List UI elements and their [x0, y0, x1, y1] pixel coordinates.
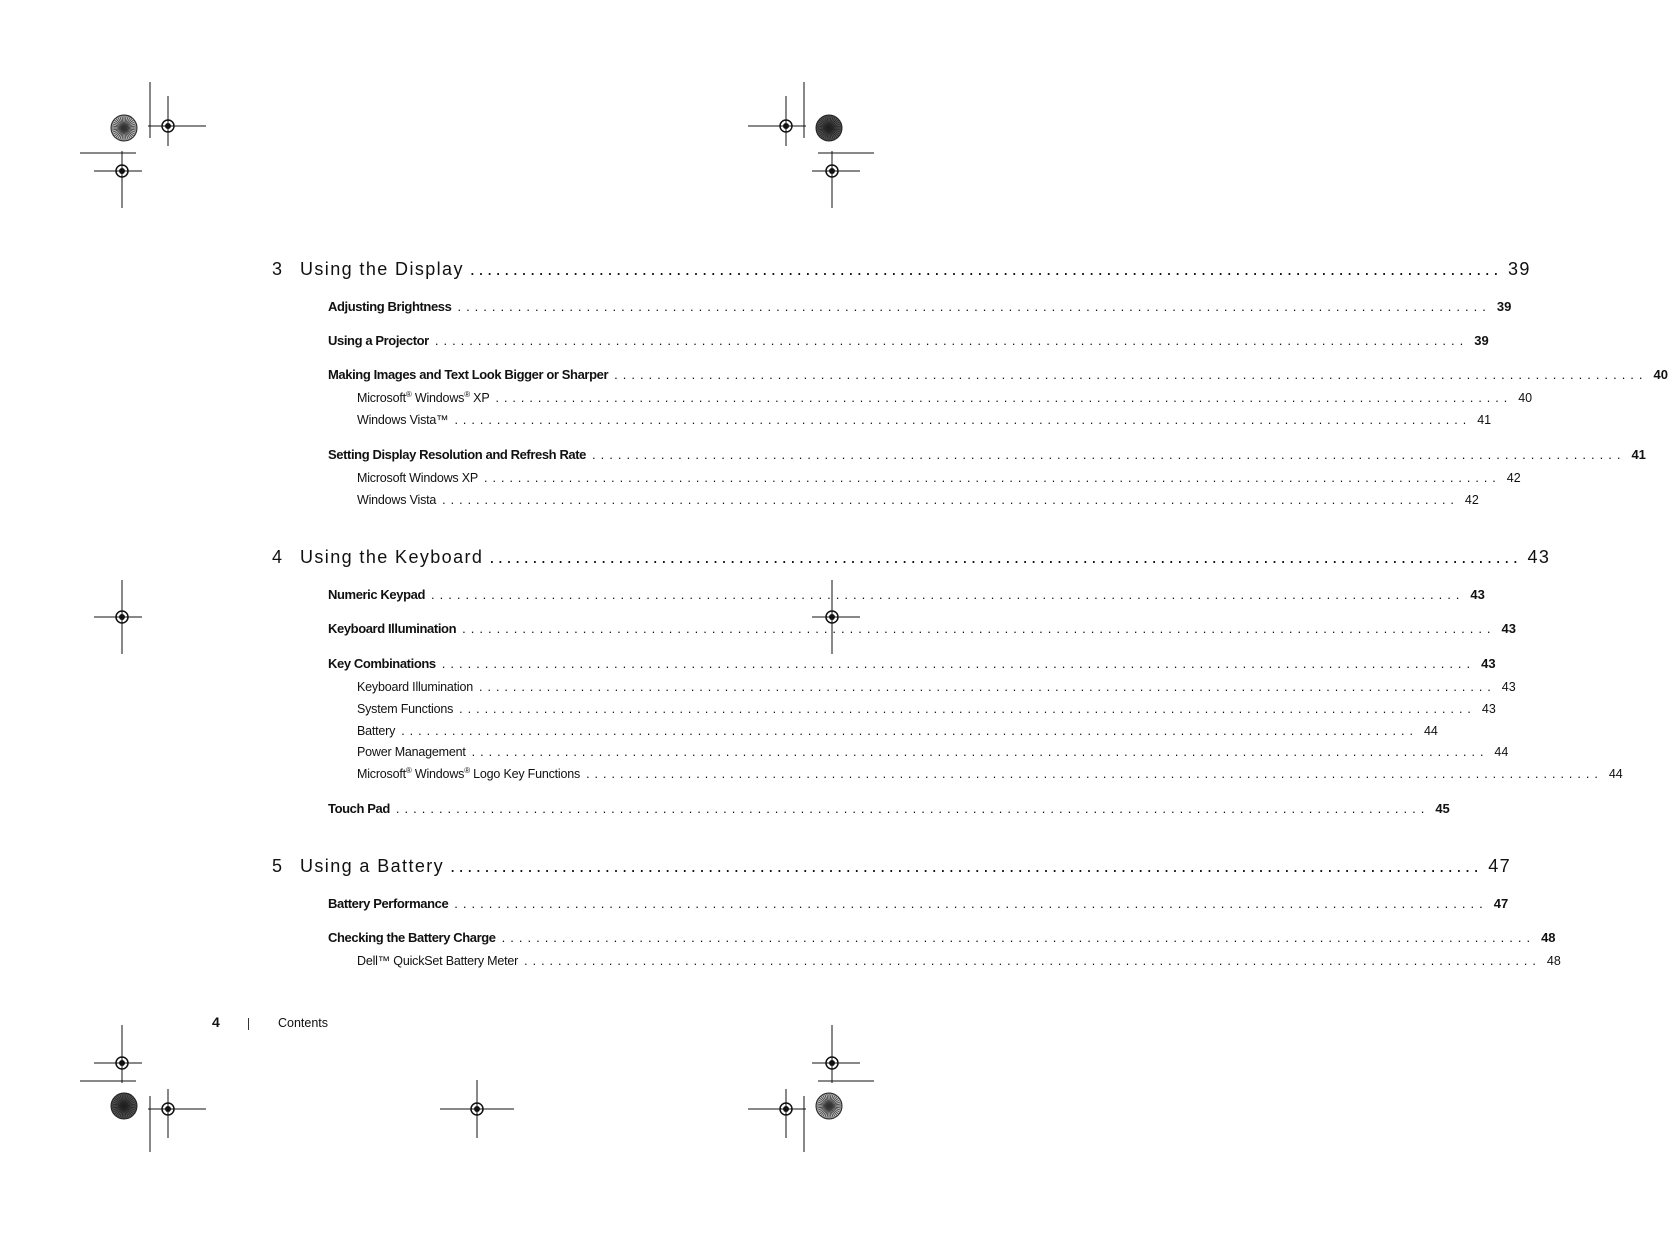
- subsection-title: Windows Vista™: [357, 413, 449, 427]
- page-number: 47: [1493, 896, 1509, 911]
- subsection-title: System Functions: [357, 702, 454, 716]
- leader-dots: ........................................................................................................................: [586, 767, 1603, 781]
- chapter-entry[interactable]: [272, 259, 1531, 280]
- page-number: 39: [1496, 299, 1512, 314]
- subsection-title: [357, 767, 580, 781]
- page-number: 40: [1518, 391, 1533, 405]
- section-entry[interactable]: [328, 930, 1556, 945]
- chapter-title: [272, 259, 464, 280]
- section-title: Using a Projector: [328, 333, 429, 348]
- subsection-title: [357, 391, 489, 405]
- leader-dots: ........................................................................................................................: [469, 259, 1502, 279]
- page-number: 41: [1631, 447, 1646, 462]
- chapter-title-text: Using the Display: [300, 259, 464, 279]
- page-number: 42: [1464, 493, 1479, 507]
- leader-dots: ........................................................................................................................: [442, 493, 1459, 507]
- section-entry[interactable]: [328, 447, 1646, 462]
- chapter-entry[interactable]: [272, 856, 1512, 877]
- section-entry[interactable]: [328, 656, 1496, 671]
- subsection-title: Power Management: [357, 745, 466, 759]
- page-number: 43: [1481, 656, 1496, 671]
- chapter-title: [272, 856, 444, 877]
- page-number: 43: [1527, 547, 1551, 567]
- page-number: 39: [1508, 259, 1531, 279]
- chapter-entry[interactable]: [272, 547, 1551, 568]
- leader-dots: ........................................................................................................................: [471, 745, 1489, 759]
- title-part: Windows: [411, 767, 465, 781]
- chapter-title-text: Using a Battery: [300, 856, 445, 876]
- registered-mark: ®: [405, 765, 412, 775]
- subsection-entry[interactable]: [357, 702, 1496, 716]
- section-title: Adjusting Brightness: [328, 299, 452, 314]
- leader-dots: ........................................................................................................................: [495, 391, 1513, 405]
- leader-dots: ........................................................................................................................: [592, 447, 1626, 462]
- title-part: Windows: [411, 391, 465, 405]
- chapter-number: 4: [272, 547, 284, 567]
- page-number: 44: [1494, 745, 1509, 759]
- page-number: 45: [1435, 801, 1450, 816]
- leader-dots: ........................................................................................................................: [457, 299, 1491, 314]
- chapter-title-text: Using the Keyboard: [300, 547, 484, 567]
- title-part: Microsoft: [357, 767, 406, 781]
- chapter-title: [272, 547, 483, 568]
- subsection-entry[interactable]: [357, 765, 1623, 781]
- registered-mark: ®: [405, 389, 412, 399]
- leader-dots: ........................................................................................................................: [441, 656, 1476, 671]
- section-title: Making Images and Text Look Bigger or Sharper: [328, 367, 609, 382]
- section-title: Battery Performance: [328, 896, 449, 911]
- registered-mark: ®: [464, 389, 470, 399]
- subsection-entry[interactable]: [357, 471, 1521, 485]
- page-number: 43: [1481, 702, 1496, 716]
- subsection-entry[interactable]: [357, 745, 1509, 759]
- section-entry[interactable]: [328, 896, 1509, 911]
- subsection-title: Dell™ QuickSet Battery Meter: [357, 954, 519, 968]
- subsection-title: Microsoft Windows XP: [357, 471, 479, 485]
- section-entry[interactable]: [328, 367, 1668, 382]
- section-title: Checking the Battery Charge: [328, 930, 496, 945]
- section-title: Numeric Keypad: [328, 587, 425, 602]
- page-number: 43: [1501, 621, 1517, 636]
- chapter-number: 3: [272, 259, 284, 279]
- leader-dots: ........................................................................................................................: [395, 801, 1430, 816]
- section-title: Setting Display Resolution and Refresh Rate: [328, 447, 587, 462]
- subsection-title: Windows Vista: [357, 493, 437, 507]
- leader-dots: ........................................................................................................................: [431, 587, 1465, 602]
- leader-dots: ........................................................................................................................: [459, 702, 1476, 716]
- leader-dots: ........................................................................................................................: [401, 724, 1418, 738]
- section-entry[interactable]: [328, 621, 1517, 636]
- page-number: 44: [1423, 724, 1438, 738]
- chapter-number: 5: [272, 856, 284, 876]
- section-title: Touch Pad: [328, 801, 390, 816]
- subsection-title: Battery: [357, 724, 396, 738]
- footer-divider: [248, 1018, 249, 1030]
- page-number: 42: [1506, 471, 1521, 485]
- page-number: 43: [1501, 680, 1516, 694]
- registered-mark: ®: [464, 765, 470, 775]
- leader-dots: ........................................................................................................................: [524, 954, 1541, 968]
- title-part: Logo Key Functions: [469, 767, 581, 781]
- section-entry[interactable]: [328, 801, 1450, 816]
- page-number: 44: [1608, 767, 1623, 781]
- leader-dots: ........................................................................................................................: [454, 413, 1472, 427]
- leader-dots: ........................................................................................................................: [484, 471, 1501, 485]
- section-title: Key Combinations: [328, 656, 436, 671]
- title-part: Microsoft: [357, 391, 406, 405]
- footer-label: Contents: [278, 1016, 329, 1030]
- subsection-entry[interactable]: [357, 493, 1479, 507]
- leader-dots: ........................................................................................................................: [434, 333, 1469, 348]
- leader-dots: ........................................................................................................................: [479, 680, 1496, 694]
- subsection-title: Keyboard Illumination: [357, 680, 474, 694]
- leader-dots: ........................................................................................................................: [450, 856, 1483, 876]
- page-number: 39: [1474, 333, 1489, 348]
- page-number: 41: [1477, 413, 1492, 427]
- subsection-entry[interactable]: [357, 413, 1492, 427]
- page-number: 47: [1488, 856, 1512, 876]
- page-number: 48: [1541, 930, 1556, 945]
- page-number: 43: [1470, 587, 1485, 602]
- leader-dots: ........................................................................................................................: [489, 547, 1522, 567]
- leader-dots: ........................................................................................................................: [454, 896, 1488, 911]
- subsection-entry[interactable]: [357, 389, 1533, 405]
- subsection-entry[interactable]: [357, 724, 1438, 738]
- subsection-entry[interactable]: [357, 954, 1561, 968]
- section-title: Keyboard Illumination: [328, 621, 457, 636]
- section-entry[interactable]: [328, 333, 1489, 348]
- section-entry[interactable]: [328, 299, 1512, 314]
- subsection-entry[interactable]: [357, 680, 1516, 694]
- leader-dots: ........................................................................................................................: [614, 367, 1648, 382]
- page-number: 40: [1653, 367, 1668, 382]
- page-number: 48: [1546, 954, 1561, 968]
- title-part: XP: [469, 391, 490, 405]
- section-entry[interactable]: [328, 587, 1485, 602]
- leader-dots: ........................................................................................................................: [462, 621, 1496, 636]
- leader-dots: ........................................................................................................................: [501, 930, 1536, 945]
- footer-page-number: 4: [212, 1014, 220, 1030]
